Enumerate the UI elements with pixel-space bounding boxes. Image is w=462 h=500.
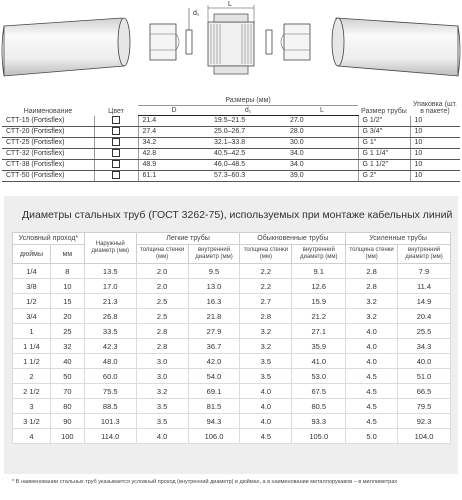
- cell-D: 48.9: [138, 160, 210, 171]
- d1-label: d₁: [193, 10, 200, 17]
- cell-reinforced-wall: 4.5: [346, 414, 398, 429]
- cell-inches: 3/8: [13, 279, 51, 294]
- cell-ordinary-inner: 93.3: [292, 414, 346, 429]
- cell-reinforced-wall: 4.5: [346, 384, 398, 399]
- cell-d1: 19.5–21.5: [210, 116, 286, 127]
- cell-light-wall: 4.0: [136, 429, 188, 444]
- table-row: [13, 384, 451, 399]
- cell-outer-diameter: 26.8: [84, 309, 136, 324]
- cell-outer-diameter: 114.0: [84, 429, 136, 444]
- cell-mm: 15: [50, 294, 84, 309]
- cell-ordinary-inner: 67.5: [292, 384, 346, 399]
- cell-light-wall: 3.5: [136, 414, 188, 429]
- cell-light-wall: 2.5: [136, 309, 188, 324]
- cell-mm: 32: [50, 339, 84, 354]
- cell-outer-diameter: 88.5: [84, 399, 136, 414]
- cell-mm: 80: [50, 399, 84, 414]
- cell-reinforced-wall: 4.5: [346, 369, 398, 384]
- cell-pack: 10: [410, 160, 460, 171]
- table-row: [13, 294, 451, 309]
- cell-ordinary-inner: 41.0: [292, 354, 346, 369]
- cell-pack: 10: [410, 138, 460, 149]
- cell-reinforced-wall: 5.0: [346, 429, 398, 444]
- header-light-wall: толщина стенки (мм): [136, 245, 188, 264]
- cell-light-inner: 27.9: [188, 324, 240, 339]
- cell-outer-diameter: 75.5: [84, 384, 136, 399]
- cell-reinforced-wall: 4.5: [346, 399, 398, 414]
- cell-reinforced-inner: 79.5: [398, 399, 451, 414]
- checkbox-icon: [112, 160, 120, 168]
- cell-ordinary-wall: 4.0: [240, 399, 292, 414]
- checkbox-icon: [112, 138, 120, 146]
- cell-reinforced-wall: 4.0: [346, 354, 398, 369]
- cell-reinforced-inner: 51.0: [398, 369, 451, 384]
- cell-pack: 10: [410, 116, 460, 127]
- cell-ordinary-inner: 53.0: [292, 369, 346, 384]
- cell-ordinary-inner: 15.9: [292, 294, 346, 309]
- cell-light-wall: 2.8: [136, 324, 188, 339]
- color-swatch: [94, 127, 138, 138]
- cell-reinforced-inner: 92.3: [398, 414, 451, 429]
- cell-thread: G 1 1/4″: [358, 149, 410, 160]
- checkbox-icon: [112, 127, 120, 135]
- right-washer: [266, 30, 272, 54]
- cell-outer-diameter: 48.0: [84, 354, 136, 369]
- cell-L: 30.0: [286, 138, 358, 149]
- header-mm: мм: [50, 245, 84, 264]
- cell-outer-diameter: 17.0: [84, 279, 136, 294]
- header-ordinary-inner: внутренний диаметр (мм): [292, 245, 346, 264]
- cell-inches: 2: [13, 369, 51, 384]
- cell-inches: 3: [13, 399, 51, 414]
- cell-ordinary-wall: 3.5: [240, 354, 292, 369]
- cell-ordinary-inner: 105.0: [292, 429, 346, 444]
- right-pipe: [332, 18, 460, 76]
- header-ordinary: Обыкновенные трубы: [240, 233, 346, 245]
- table-row: [2, 171, 460, 182]
- header-ordinary-wall: толщина стенки (мм): [240, 245, 292, 264]
- cell-light-inner: 54.0: [188, 369, 240, 384]
- cell-mm: 25: [50, 324, 84, 339]
- cell-d1: 25.0–26.7: [210, 127, 286, 138]
- header-sizes: Размеры (мм): [138, 96, 358, 106]
- cell-inches: 1/2: [13, 294, 51, 309]
- cell-reinforced-inner: 66.5: [398, 384, 451, 399]
- cell-reinforced-wall: 3.2: [346, 309, 398, 324]
- header-nominal: Условный проход*: [13, 233, 85, 245]
- cell-D: 21.4: [138, 116, 210, 127]
- cell-L: 34.0: [286, 160, 358, 171]
- cell-inches: 2 1/2: [13, 384, 51, 399]
- table-row: [2, 160, 460, 171]
- table-row: [13, 324, 451, 339]
- cell-ordinary-wall: 4.5: [240, 429, 292, 444]
- cell-inches: 1 1/4: [13, 339, 51, 354]
- cell-light-inner: 36.7: [188, 339, 240, 354]
- cell-light-wall: 3.0: [136, 354, 188, 369]
- cell-thread: G 1/2″: [358, 116, 410, 127]
- cell-pack: 10: [410, 149, 460, 160]
- cell-mm: 20: [50, 309, 84, 324]
- header-inches: дюймы: [13, 245, 51, 264]
- cell-outer-diameter: 101.3: [84, 414, 136, 429]
- cell-light-wall: 3.0: [136, 369, 188, 384]
- cell-light-wall: 3.5: [136, 399, 188, 414]
- table-row: [2, 116, 460, 127]
- cell-L: 34.0: [286, 149, 358, 160]
- cell-light-inner: 94.3: [188, 414, 240, 429]
- table-row: [13, 339, 451, 354]
- cell-ordinary-wall: 3.2: [240, 324, 292, 339]
- cell-light-wall: 3.2: [136, 384, 188, 399]
- checkbox-icon: [112, 149, 120, 157]
- cell-reinforced-inner: 14.9: [398, 294, 451, 309]
- product-name: СТТ-15 (Fortisflex): [2, 116, 94, 127]
- color-swatch: [94, 149, 138, 160]
- cell-thread: G 1″: [358, 138, 410, 149]
- cell-reinforced-inner: 104.0: [398, 429, 451, 444]
- cell-mm: 40: [50, 354, 84, 369]
- color-swatch: [94, 138, 138, 149]
- header-reinforced: Усиленные трубы: [346, 233, 451, 245]
- cell-inches: 3 1/2: [13, 414, 51, 429]
- cell-reinforced-inner: 11.4: [398, 279, 451, 294]
- cell-D: 61.1: [138, 171, 210, 182]
- table-row: [13, 279, 451, 294]
- cell-mm: 70: [50, 384, 84, 399]
- cell-light-inner: 13.0: [188, 279, 240, 294]
- cell-outer-diameter: 13.5: [84, 264, 136, 279]
- cell-light-inner: 81.5: [188, 399, 240, 414]
- cell-outer-diameter: 21.3: [84, 294, 136, 309]
- cell-light-inner: 69.1: [188, 384, 240, 399]
- cell-d1: 46.0–48.5: [210, 160, 286, 171]
- header-light-inner: внутренний диаметр (мм): [188, 245, 240, 264]
- cell-mm: 50: [50, 369, 84, 384]
- cell-ordinary-wall: 3.2: [240, 339, 292, 354]
- cell-D: 34.2: [138, 138, 210, 149]
- table-row: [13, 429, 451, 444]
- cell-pack: 10: [410, 127, 460, 138]
- cell-reinforced-wall: 4.0: [346, 324, 398, 339]
- product-name: СТТ-50 (Fortisflex): [2, 171, 94, 182]
- table-row: [2, 149, 460, 160]
- header-d1: d₁: [210, 106, 286, 116]
- fittings-table: [2, 96, 460, 182]
- cell-reinforced-inner: 25.5: [398, 324, 451, 339]
- cell-reinforced-wall: 2.8: [346, 279, 398, 294]
- cell-ordinary-inner: 35.9: [292, 339, 346, 354]
- product-name: СТТ-38 (Fortisflex): [2, 160, 94, 171]
- cell-d1: 32.1–33.8: [210, 138, 286, 149]
- cell-inches: 1 1/2: [13, 354, 51, 369]
- cell-outer-diameter: 42.3: [84, 339, 136, 354]
- cell-thread: G 1 1/2″: [358, 160, 410, 171]
- cell-mm: 10: [50, 279, 84, 294]
- cell-D: 42.8: [138, 149, 210, 160]
- header-name: Наименование: [23, 107, 73, 115]
- pipes-table: [12, 232, 451, 444]
- product-name: СТТ-25 (Fortisflex): [2, 138, 94, 149]
- color-swatch: [94, 116, 138, 127]
- table-row: [13, 414, 451, 429]
- cell-ordinary-wall: 2.7: [240, 294, 292, 309]
- checkbox-icon: [112, 171, 120, 179]
- cell-reinforced-inner: 34.3: [398, 339, 451, 354]
- pipes-table-title: Диаметры стальных труб (ГОСТ 3262-75), используемых при монтаже кабельных линий: [22, 209, 453, 221]
- table-row: [2, 127, 460, 138]
- L-label: L: [228, 1, 232, 8]
- cell-inches: 1/4: [13, 264, 51, 279]
- cell-light-inner: 9.5: [188, 264, 240, 279]
- left-nut: [150, 24, 179, 60]
- product-name: СТТ-20 (Fortisflex): [2, 127, 94, 138]
- cell-reinforced-inner: 40.0: [398, 354, 451, 369]
- header-D: D: [138, 106, 210, 116]
- cell-ordinary-inner: 12.6: [292, 279, 346, 294]
- d1-dimension: [186, 8, 200, 54]
- header-thread: Размер трубы: [361, 107, 407, 115]
- product-name: СТТ-32 (Fortisflex): [2, 149, 94, 160]
- table-row: [13, 309, 451, 324]
- cell-ordinary-inner: 27.1: [292, 324, 346, 339]
- cell-thread: G 3/4″: [358, 127, 410, 138]
- header-light: Легкие трубы: [136, 233, 240, 245]
- table-row: [13, 399, 451, 414]
- cell-L: 39.0: [286, 171, 358, 182]
- header-reinforced-wall: толщина стенки (мм): [346, 245, 398, 264]
- cell-outer-diameter: 60.0: [84, 369, 136, 384]
- cell-light-inner: 106.0: [188, 429, 240, 444]
- header-color: Цвет: [108, 107, 124, 115]
- cell-ordinary-wall: 4.0: [240, 414, 292, 429]
- right-nut: [281, 24, 310, 60]
- cell-light-inner: 16.3: [188, 294, 240, 309]
- table-row: [13, 354, 451, 369]
- cell-reinforced-wall: 2.8: [346, 264, 398, 279]
- cell-reinforced-wall: 4.0: [346, 339, 398, 354]
- fitting-diagram: [0, 0, 462, 90]
- cell-thread: G 2″: [358, 171, 410, 182]
- cell-light-inner: 21.8: [188, 309, 240, 324]
- cell-ordinary-inner: 9.1: [292, 264, 346, 279]
- left-pipe: [2, 18, 130, 76]
- cell-L: 28.0: [286, 127, 358, 138]
- footnote: * В наименовании стальных труб указывается условный проход (внутренний диаметр) в дюймах, а в наименовании металлорукавов – в миллиметрах: [12, 479, 398, 485]
- table-row: [13, 264, 451, 279]
- cell-ordinary-inner: 21.2: [292, 309, 346, 324]
- cell-light-wall: 2.5: [136, 294, 188, 309]
- header-pack: Упаковка (шт. в пакете): [413, 100, 457, 115]
- cell-light-inner: 42.0: [188, 354, 240, 369]
- cell-ordinary-wall: 4.0: [240, 384, 292, 399]
- header-outer: Наружный диаметр (мм): [84, 233, 136, 264]
- cell-reinforced-inner: 7.9: [398, 264, 451, 279]
- header-reinforced-inner: внутренний диаметр (мм): [398, 245, 451, 264]
- cell-ordinary-wall: 2.2: [240, 279, 292, 294]
- cell-mm: 100: [50, 429, 84, 444]
- coupling-body: [208, 1, 254, 74]
- cell-D: 27.4: [138, 127, 210, 138]
- cell-ordinary-wall: 2.2: [240, 264, 292, 279]
- color-swatch: [94, 160, 138, 171]
- cell-inches: 3/4: [13, 309, 51, 324]
- cell-mm: 90: [50, 414, 84, 429]
- cell-inches: 1: [13, 324, 51, 339]
- cell-L: 27.0: [286, 116, 358, 127]
- cell-outer-diameter: 33.5: [84, 324, 136, 339]
- table-row: [13, 369, 451, 384]
- cell-reinforced-inner: 20.4: [398, 309, 451, 324]
- cell-light-wall: 2.8: [136, 339, 188, 354]
- cell-d1: 40.5–42.5: [210, 149, 286, 160]
- cell-ordinary-wall: 3.5: [240, 369, 292, 384]
- table-row: [2, 138, 460, 149]
- cell-ordinary-wall: 2.8: [240, 309, 292, 324]
- cell-pack: 10: [410, 171, 460, 182]
- checkbox-icon: [112, 116, 120, 124]
- cell-inches: 4: [13, 429, 51, 444]
- cell-reinforced-wall: 3.2: [346, 294, 398, 309]
- cell-ordinary-inner: 80.5: [292, 399, 346, 414]
- cell-light-wall: 2.0: [136, 279, 188, 294]
- cell-d1: 57.3–60.3: [210, 171, 286, 182]
- header-L: L: [286, 106, 358, 116]
- cell-mm: 8: [50, 264, 84, 279]
- color-swatch: [94, 171, 138, 182]
- cell-light-wall: 2.0: [136, 264, 188, 279]
